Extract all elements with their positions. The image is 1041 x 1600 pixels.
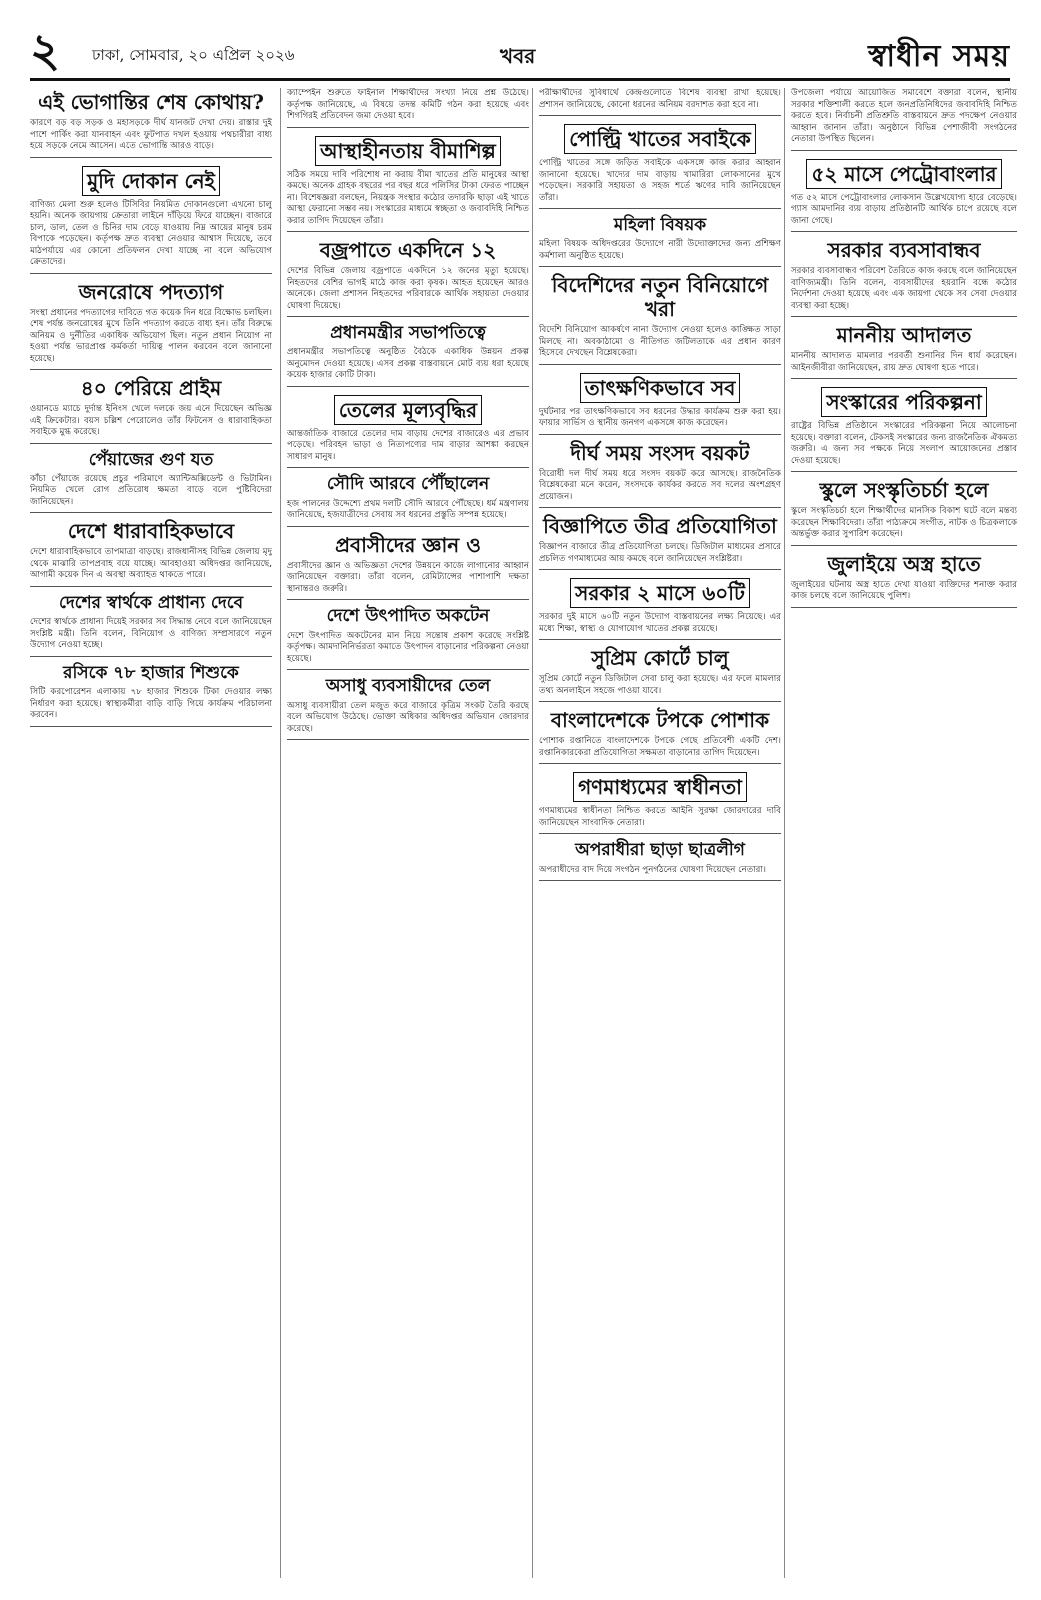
story-body: মহিলা বিষয়ক অধিদপ্তরের উদ্যোগে নারী উদ্যোক্তাদের জন্য প্রশিক্ষণ কর্মশালা অনুষ্ঠিত হয়েছে। [539, 239, 781, 261]
story-body: সংস্থা প্রধানের পদত্যাগের দাবিতে গত কয়েক দিন ধরে বিক্ষোভ চলছিল। শেষ পর্যন্ত জনরোষের মুখে তিনি পদত্যাগ করতে বাধ্য হন। তাঁর বিরুদ্ধে অনিয়ম ও দুর্নীতির একাধিক অভিযোগ ছিল। নতুন প্রধান নিয়োগ না হওয়া পর্যন্ত ভারপ্রাপ্ত কর্মকর্তা দায়িত্ব পালন করবেন বলে জানানো হয়েছে। [30, 307, 272, 364]
story-headline[interactable]: মাননীয় আদালত [836, 323, 972, 347]
story-body: সরকার দুই মাসে ৬০টি নতুন উদ্যোগ বাস্তবায়নের লক্ষ্য নিয়েছে। এর মধ্যে শিক্ষা, স্বাস্থ্য ও যোগাযোগ খাতের প্রকল্প রয়েছে। [539, 612, 781, 634]
story-body: ওয়ানডে ম্যাচে দুর্দান্ত ইনিংস খেলে দলকে জয় এনে দিয়েছেন অভিজ্ঞ এই ক্রিকেটার। বয়স চল্লিশ পেরোলেও তাঁর ফিটনেস ও ধারাবাহিকতা সবাইকে মুগ্ধ করেছে। [30, 404, 272, 437]
story-divider [539, 763, 781, 764]
newspaper-logo: স্বাধীন সময় [868, 39, 1010, 74]
section-title: খবর [500, 44, 536, 68]
story-divider [30, 512, 272, 513]
news-story [287, 676, 529, 740]
news-story [30, 450, 272, 514]
story-body: বিরোধী দল দীর্ঘ সময় ধরে সংসদ বয়কট করে আসছে। রাজনৈতিক বিশ্লেষকেরা মনে করেন, সংসদকে কার্যকর করতে সব দলের অংশগ্রহণ প্রয়োজন। [539, 468, 781, 502]
story-body: উপজেলা পর্যায়ে আয়োজিত সমাবেশে বক্তারা বলেন, স্থানীয় সরকার শক্তিশালী করতে হলে জনপ্রতিনিধিদের জবাবদিহি নিশ্চিত করতে হবে। নির্বাচনী প্রতিশ্রুতি বাস্তবায়নে দ্রুত পদক্ষেপ নেওয়ার আহ্বান জানান তাঁরা। অনুষ্ঠানে বিভিন্ন পেশাজীবী সংগঠনের নেতারা উপস্থিত ছিলেন। [791, 88, 1017, 144]
story-divider [30, 586, 272, 587]
story-headline[interactable]: দেশে উৎপাদিত অকটেন [326, 606, 490, 627]
story-divider [287, 599, 529, 600]
story-body: গত ৫২ মাসে পেট্রোবাংলার লোকসান উল্লেখযোগ্য হারে বেড়েছে। গ্যাস আমদানির ব্যয় বাড়ায় প্রতিষ্ঠানটি আর্থিক চাপে রয়েছে বলে জানা গেছে। [791, 192, 1017, 226]
news-story [30, 376, 272, 444]
story-headline[interactable]: ৫২ মাসে পেট্রোবাংলার [806, 159, 1001, 189]
story-headline[interactable]: মুদি দোকান নেই [82, 166, 220, 196]
story-headline[interactable]: অপরাধীরা ছাড়া ছাত্রলীগ [575, 840, 745, 861]
story-divider [287, 739, 529, 740]
story-divider [539, 266, 781, 267]
story-body: প্রবাসীদের জ্ঞান ও অভিজ্ঞতা দেশের উন্নয়নে কাজে লাগানোর আহ্বান জানিয়েছেন বক্তারা। তাঁরা বলেন, রেমিট্যান্সের পাশাপাশি দক্ষতা স্থানান্তরও জরুরি। [287, 560, 529, 594]
story-body: দেশে ধারাবাহিকভাবে তাপমাত্রা বাড়ছে। রাজধানীসহ বিভিন্ন জেলায় মৃদু থেকে মাঝারি তাপপ্রবাহ বয়ে যাচ্ছে। আবহাওয়া অধিদপ্তর জানিয়েছে, আগামী কয়েক দিন এ অবস্থা অব্যাহত থাকতে পারে। [30, 547, 272, 581]
story-headline[interactable]: রসিকে ৭৮ হাজার শিশুকে [63, 662, 239, 683]
story-body: হজ পালনের উদ্দেশ্যে প্রথম দলটি সৌদি আরবে পৌঁছেছে। ধর্ম মন্ত্রণালয় জানিয়েছে, হজযাত্রীদের সেবায় সব ধরনের প্রস্তুতি সম্পন্ন হয়েছে। [287, 498, 529, 521]
story-headline[interactable]: দীর্ঘ সময় সংসদ বয়কট [570, 440, 750, 465]
story-body: প্রধানমন্ত্রীর সভাপতিত্বে অনুষ্ঠিত বৈঠকে একাধিক উন্নয়ন প্রকল্প অনুমোদন দেওয়া হয়েছে। এসব প্রকল্প বাস্তবায়নে মোট ব্যয় ধরা হয়েছে কয়েক হাজার কোটি টাকা। [287, 347, 529, 381]
story-divider [791, 471, 1017, 472]
story-divider [287, 386, 529, 387]
news-story [791, 385, 1017, 472]
story-body: সুপ্রিম কোর্টে নতুন ডিজিটাল সেবা চালু করা হয়েছে। এর ফলে মামলার তথ্য অনলাইনে সহজে পাওয়া যাবে। [539, 674, 781, 696]
story-divider [539, 833, 781, 834]
news-story [539, 770, 781, 834]
story-body: দেশের স্বার্থকে প্রাধান্য দিয়েই সরকার সব সিদ্ধান্ত নেবে বলে জানিয়েছেন সংশ্লিষ্ট মন্ত্রী। তিনি বলেন, বিনিয়োগ ও বাণিজ্য সম্প্রসারণে নতুন উদ্যোগ নেওয়া হচ্ছে। [30, 617, 272, 651]
story-divider [30, 726, 272, 727]
story-divider [30, 443, 272, 444]
story-headline[interactable]: বিজ্ঞাপিতে তীব্র প্রতিযোগিতা [543, 514, 777, 539]
story-divider [287, 526, 529, 527]
story-divider [791, 607, 1017, 608]
story-headline[interactable]: বজ্রপাতে একদিনে ১২ [319, 238, 497, 262]
news-story [539, 441, 781, 509]
news-story [539, 708, 781, 764]
story-divider [539, 364, 781, 365]
story-headline[interactable]: স্কুলে সংস্কৃতিচর্চা হলে [819, 478, 989, 502]
story-divider [539, 115, 781, 116]
story-headline[interactable]: সুপ্রিম কোর্টে চালু [591, 646, 729, 671]
story-divider [539, 701, 781, 702]
news-story [791, 157, 1017, 233]
story-body: রাষ্ট্রের বিভিন্ন প্রতিষ্ঠানে সংস্কারের পরিকল্পনা নিয়ে আলোচনা হয়েছে। বক্তারা বলেন, টেকসই সংস্কারের জন্য রাজনৈতিক ঐকমত্য জরুরি। এ জন্য সব পক্ষকে নিয়ে সংলাপ আয়োজনের প্রস্তাব দেওয়া হয়েছে। [791, 421, 1017, 466]
story-body: বিজ্ঞাপন বাজারে তীব্র প্রতিযোগিতা চলছে। ডিজিটাল মাধ্যমের প্রসারে প্রচলিত গণমাধ্যমের আয় কমছে বলে জানিয়েছেন সংশ্লিষ্টরা। [539, 542, 781, 564]
news-story [287, 134, 529, 233]
news-story [287, 533, 529, 601]
story-body: আন্তর্জাতিক বাজারে তেলের দাম বাড়ায় দেশের বাজারেও এর প্রভাব পড়েছে। পরিবহন ভাড়া ও নিত্যপণ্যের দাম বাড়ার আশঙ্কা করছেন সাধারণ মানুষ। [287, 428, 529, 462]
news-story [539, 646, 781, 702]
story-body: পোল্ট্রি খাতের সঙ্গে জড়িত সবাইকে একসঙ্গে কাজ করার আহ্বান জানানো হয়েছে। খাদ্যের দাম বাড়ায় খামারিরা লোকসানের মুখে পড়েছেন। সরকারি সহায়তা ও সহজ শর্তে ঋণের দাবি জানিয়েছেন তাঁরা। [539, 158, 781, 203]
story-body: জুলাইয়ের ঘটনায় অস্ত্র হাতে দেখা যাওয়া ব্যক্তিদের শনাক্ত করার কাজ চলছে বলে জানিয়েছে পুলিশ। [791, 579, 1017, 601]
story-body: বাণিজ্য মেলা শুরু হলেও টিসিবির নিয়মিত দোকানগুলো এখনো চালু হয়নি। অনেক জায়গায় ক্রেতারা লাইনে দাঁড়িয়ে ফিরে যাচ্ছেন। বাজারে চাল, ডাল, তেল ও চিনির দাম বেড়ে যাওয়ায় নিম্ন আয়ের মানুষ চরম বিপাকে পড়েছেন। কর্তৃপক্ষ দ্রুত ব্যবস্থা নেওয়ার আশ্বাস দিয়েছে, তবে মাঠপর্যায়ে এর কোনো প্রতিফলন দেখা যাচ্ছে না বলে অভিযোগ ক্রেতাদের। [30, 199, 272, 267]
story-body: দুর্ঘটনার পর তাৎক্ষণিকভাবে সব ধরনের উদ্ধার কার্যক্রম শুরু করা হয়। ফায়ার সার্ভিস ও স্থানীয় জনগণ একসঙ্গে কাজ করেছেন। [539, 406, 781, 429]
news-story [539, 88, 781, 116]
news-story [30, 164, 272, 274]
news-story [30, 280, 272, 371]
story-divider [539, 507, 781, 508]
news-story [30, 519, 272, 587]
story-headline[interactable]: দেশে ধারাবাহিকভাবে [67, 519, 235, 544]
news-story [287, 474, 529, 526]
page-number: ২ [30, 23, 60, 77]
story-divider [791, 378, 1017, 379]
news-story [539, 371, 781, 435]
story-headline[interactable]: জুলাইয়ে অস্ত্র হাতে [827, 551, 981, 576]
news-story [539, 576, 781, 640]
news-story [539, 122, 781, 209]
story-headline[interactable]: সংস্কারের পরিকল্পনা [821, 387, 986, 417]
story-divider [539, 434, 781, 435]
story-divider [30, 157, 272, 158]
news-story [287, 393, 529, 469]
story-headline[interactable]: তেলের মূল্যবৃদ্ধির [334, 395, 482, 425]
story-headline[interactable]: পেঁয়াজের গুণ যত [88, 449, 214, 470]
story-divider [791, 316, 1017, 317]
story-headline[interactable]: ৪০ পেরিয়ে প্রাইম [80, 376, 222, 400]
story-headline[interactable]: প্রবাসীদের জ্ঞান ও [335, 532, 481, 557]
news-story [791, 552, 1017, 608]
story-body: সিটি করপোরেশন এলাকায় ৭৮ হাজার শিশুকে টিকা দেওয়ার লক্ষ্য নির্ধারণ করা হয়েছে। স্বাস্থ্যকর্মীরা বাড়ি বাড়ি গিয়ে কার্যক্রম পরিচালনা করবেন। [30, 687, 272, 721]
story-body: দেশের বিভিন্ন জেলায় বজ্রপাতে একদিনে ১২ জনের মৃত্যু হয়েছে। নিহতদের বেশির ভাগই মাঠে কাজ করা কৃষক। আহত হয়েছেন আরও অনেকে। জেলা প্রশাসন নিহতদের পরিবারকে আর্থিক সহায়তা দেওয়ার ঘোষণা দিয়েছে। [287, 266, 529, 311]
story-body: পোশাক রপ্তানিতে বাংলাদেশকে টপকে গেছে প্রতিবেশী একটি দেশ। রপ্তানিকারকেরা প্রতিযোগিতা সক্ষমতা বাড়ানোর তাগিদ দিয়েছেন। [539, 736, 781, 758]
story-body: স্কুলে সংস্কৃতিচর্চা হলে শিক্ষার্থীদের মানসিক বিকাশ ঘটে বলে মন্তব্য করেছেন শিক্ষাবিদেরা। তাঁরা পাঠ্যক্রমে সংগীত, নাটক ও চিত্রকলাকে অন্তর্ভুক্ত করার সুপারিশ করেছেন। [791, 506, 1017, 539]
story-body: গণমাধ্যমের স্বাধীনতা নিশ্চিত করতে আইনি সুরক্ষা জোরদারের দাবি জানিয়েছেন সাংবাদিক নেতারা। [539, 806, 781, 828]
news-story [287, 238, 529, 317]
story-body: কাঁচা পেঁয়াজে রয়েছে প্রচুর পরিমাণে অ্যান্টিঅক্সিডেন্ট ও ভিটামিন। নিয়মিত খেলে রোগ প্রতিরোধ ক্ষমতা বাড়ে বলে পুষ্টিবিদেরা জানিয়েছেন। [30, 473, 272, 507]
news-story [791, 238, 1017, 317]
story-body: কারণে বড় বড় সড়ক ও মহাসড়কে দীর্ঘ যানজট দেখা দেয়। রাস্তার দুই পাশে পার্কিং করা যানবাহন এবং ফুটপাত দখল হওয়ায় পথচারীরা বাধ্য হয়ে সড়কে নেমে আসেন। এতে ভোগান্তি আরও বাড়ে। [30, 118, 272, 151]
news-story [30, 593, 272, 657]
story-body: অপরাধীদের বাদ দিয়ে সংগঠন পুনর্গঠনের ঘোষণা দিয়েছেন নেতারা। [539, 864, 766, 875]
story-headline[interactable]: তাৎক্ষণিকভাবে সব [580, 373, 741, 403]
story-headline[interactable]: মহিলা বিষয়ক [613, 215, 707, 235]
news-column-2 [280, 88, 529, 1578]
story-body: পরীক্ষার্থীদের সুবিধার্থে কেন্দ্রগুলোতে বিশেষ ব্যবস্থা রাখা হয়েছে। প্রশাসন জানিয়েছে, কোনো ধরনের অনিয়ম বরদাশত করা হবে না। [539, 88, 781, 110]
news-story [539, 514, 781, 570]
story-headline[interactable]: অসাধু ব্যবসায়ীদের তেল [325, 676, 491, 697]
story-body: দেশে উৎপাদিত অকটেনের মান নিয়ে সন্তোষ প্রকাশ করেছে সংশ্লিষ্ট কর্তৃপক্ষ। আমদানিনির্ভরতা কমাতে উৎপাদন বাড়ানোর পরিকল্পনা নেওয়া হয়েছে। [287, 630, 529, 664]
news-story [791, 323, 1017, 379]
news-story [539, 273, 781, 365]
story-divider [539, 569, 781, 570]
news-story [791, 478, 1017, 546]
story-divider [287, 316, 529, 317]
story-headline[interactable]: আস্থাহীনতায় বীমাশিল্প [315, 136, 501, 166]
story-headline[interactable]: বাংলাদেশকে টপকে পোশাক [550, 708, 770, 733]
news-story [287, 323, 529, 387]
story-divider [539, 208, 781, 209]
story-divider [287, 231, 529, 232]
story-body: সরকার ব্যবসাবান্ধব পরিবেশ তৈরিতে কাজ করছে বলে জানিয়েছেন বাণিজ্যমন্ত্রী। তিনি বলেন, ব্যবসায়ীদের হয়রানি বন্ধে কঠোর নির্দেশনা দেওয়া হয়েছে এবং এক জায়গা থেকে সব সেবা দেওয়ার ব্যবস্থা করা হচ্ছে। [791, 266, 1017, 311]
story-headline[interactable]: সরকার ২ মাসে ৬০টি [570, 578, 750, 608]
story-body: বিদেশি বিনিয়োগ আকর্ষণে নানা উদ্যোগ নেওয়া হলেও কাঙ্ক্ষিত সাড়া মিলছে না। অবকাঠামো ও নীতিগত জটিলতাকে এর প্রধান কারণ হিসেবে দেখছেন বিশ্লেষকেরা। [539, 325, 781, 359]
story-divider [791, 231, 1017, 232]
story-headline[interactable]: বিদেশিদের নতুন বিনিয়োগে খরা [551, 273, 769, 322]
news-story [30, 90, 272, 158]
news-story [539, 215, 781, 267]
story-body: ক্যাম্পেইন শুরুতে ফাইনাল শিক্ষার্থীদের সংখ্যা নিয়ে প্রশ্ন উঠেছে। কর্তৃপক্ষ জানিয়েছে, এ বিষয়ে তদন্ত কমিটি গঠন করা হয়েছে এবং শিগগিরই প্রতিবেদন জমা দেওয়া হবে। [287, 88, 529, 121]
story-divider [791, 150, 1017, 151]
story-headline[interactable]: গণমাধ্যমের স্বাধীনতা [573, 772, 747, 802]
story-headline[interactable]: দেশের স্বার্থকে প্রাধান্য দেবে [58, 592, 244, 613]
story-headline[interactable]: এই ভোগান্তির শেষ কোথায়? [38, 90, 264, 114]
news-story [539, 840, 781, 881]
story-divider [30, 273, 272, 274]
story-headline[interactable]: জনরোষে পদত্যাগ [78, 279, 224, 304]
story-divider [539, 880, 781, 881]
story-divider [791, 545, 1017, 546]
news-column-1 [30, 88, 272, 1578]
masthead [30, 23, 1010, 81]
story-body: মাননীয় আদালত মামলার পরবর্তী শুনানির দিন ধার্য করেছেন। আইনজীবীরা জানিয়েছেন, রায় দ্রুত ঘোষণা হতে পারে। [791, 351, 1017, 373]
story-divider [30, 656, 272, 657]
news-column-3 [532, 88, 781, 1578]
story-divider [30, 369, 272, 370]
story-headline[interactable]: প্রধানমন্ত্রীর সভাপতিত্বে [330, 323, 486, 343]
news-story [287, 606, 529, 670]
story-headline[interactable]: সরকার ব্যবসাবান্ধব [827, 238, 981, 262]
story-body: সঠিক সময়ে দাবি পরিশোধ না করায় বীমা খাতের প্রতি মানুষের আস্থা কমছে। অনেক গ্রাহক বছরের পর বছর ধরে পলিসির টাকা ফেরত পাচ্ছেন না। বিশেষজ্ঞরা বলছেন, নিয়ন্ত্রক সংস্থার কঠোর তদারকি ছাড়া এই খাতে আস্থা ফেরানো সম্ভব নয়। সংস্কারের মাধ্যমে স্বচ্ছতা ও জবাবদিহি নিশ্চিত করার তাগিদ দিয়েছেন তাঁরা। [287, 169, 529, 226]
news-story [791, 88, 1017, 151]
story-divider [539, 639, 781, 640]
story-headline[interactable]: সৌদি আরবে পৌঁছালেন [326, 474, 490, 495]
story-divider [287, 467, 529, 468]
story-divider [287, 127, 529, 128]
news-story [30, 663, 272, 727]
news-story [287, 88, 529, 128]
news-column-4 [784, 88, 1017, 1578]
story-divider [287, 669, 529, 670]
story-body: অসাধু ব্যবসায়ীরা তেল মজুত করে বাজারে কৃত্রিম সংকট তৈরি করছে বলে অভিযোগ উঠেছে। ভোক্তা অধিকার অধিদপ্তর অভিযান জোরদার করেছে। [287, 700, 529, 734]
story-headline[interactable]: পোল্ট্রি খাতের সবাইকে [564, 124, 756, 154]
dateline: ঢাকা, সোমবার, ২০ এপ্রিল ২০২৬ [92, 46, 295, 64]
